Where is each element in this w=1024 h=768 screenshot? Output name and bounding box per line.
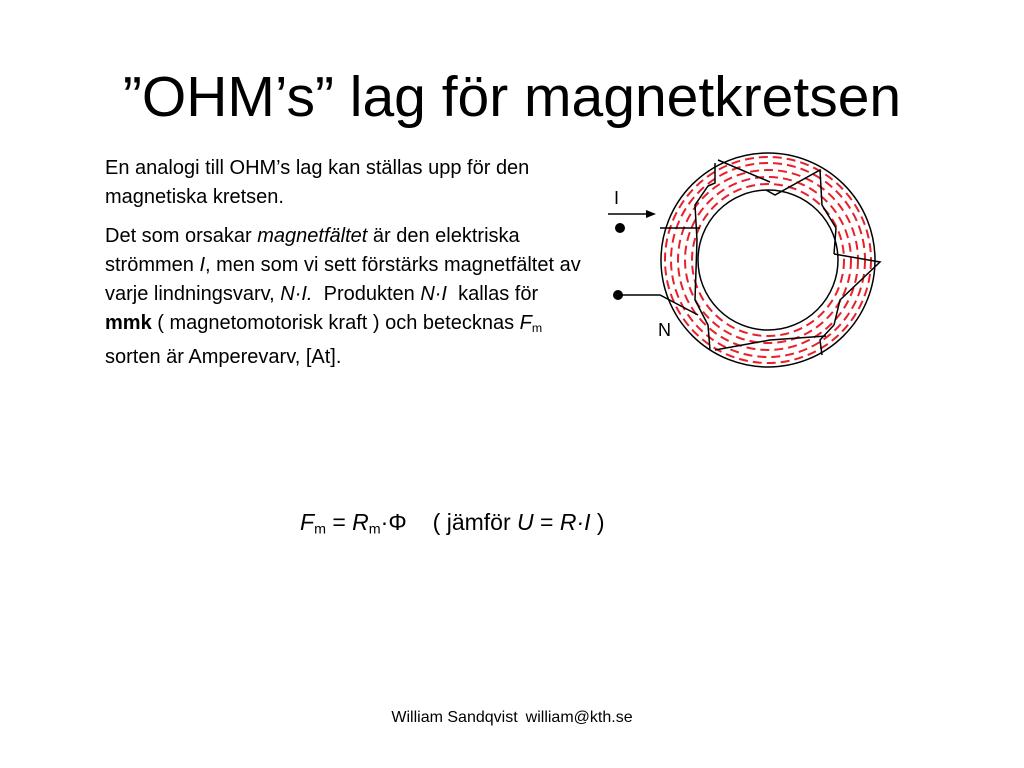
text-segment: ( magnetomotorisk kraft ) och betecknas (151, 312, 520, 334)
formula-ri: R·I (559, 509, 591, 535)
current-arrow-head (646, 210, 656, 218)
text-segment: sorten är Amperevarv, [At]. (105, 346, 342, 369)
text-segment: , men som vi sett förstärks magnetfältet av varje lindningsvarv, (105, 254, 581, 305)
formula-equals-2: = (533, 509, 560, 535)
formula-mmk (300, 506, 720, 546)
formula-fm-subscript: m (314, 521, 326, 538)
body-text (105, 154, 585, 382)
field-line (671, 163, 865, 357)
field-line (692, 184, 844, 336)
symbol-fm-subscript: m (531, 321, 543, 336)
label-current: I (614, 188, 620, 208)
term-mmk: mmk (105, 312, 152, 334)
text-segment: kallas för (447, 283, 544, 305)
label-turns: N (658, 320, 671, 340)
paragraph-mmk (105, 222, 585, 372)
toroid-figure (600, 150, 890, 375)
formula-fm: F (300, 509, 315, 535)
slide-title: ”OHM’s” lag för magnetkretsen (122, 65, 902, 129)
toroid-inner-edge (698, 190, 838, 330)
formula-rm: R (352, 509, 369, 535)
terminal-top (615, 223, 625, 233)
symbol-fm: F (519, 312, 532, 334)
term-magnetic-field: magnetfältet (257, 225, 368, 247)
text-segment: Produkten (312, 283, 421, 305)
symbol-current: I (199, 254, 206, 276)
toroid-outer-edge (661, 153, 875, 367)
symbol-ni: N·I. (280, 283, 313, 305)
text-segment: är den elektriska strömmen (105, 225, 520, 276)
formula-equals: = (325, 509, 353, 535)
symbol-ni-product: N·I (420, 283, 447, 305)
field-line (678, 170, 858, 350)
field-line (685, 177, 851, 343)
formula-compare-close: ) (590, 509, 605, 535)
text-segment: Det som orsakar (105, 225, 258, 247)
toroid-coil-diagram (600, 150, 890, 375)
footer-author: William Sandqvist (391, 709, 518, 726)
footer (0, 708, 1024, 728)
paragraph-analogy: En analogi till OHM’s lag kan ställas upp för den magnetiska kretsen. (105, 157, 530, 208)
formula-phi: ·Φ (380, 509, 407, 535)
formula-rm-subscript: m (368, 521, 381, 538)
terminal-bottom (613, 290, 623, 300)
footer-email: william@kth.se (525, 709, 633, 726)
formula-u: U (517, 509, 534, 535)
formula-compare-open: ( jämför (432, 509, 518, 535)
